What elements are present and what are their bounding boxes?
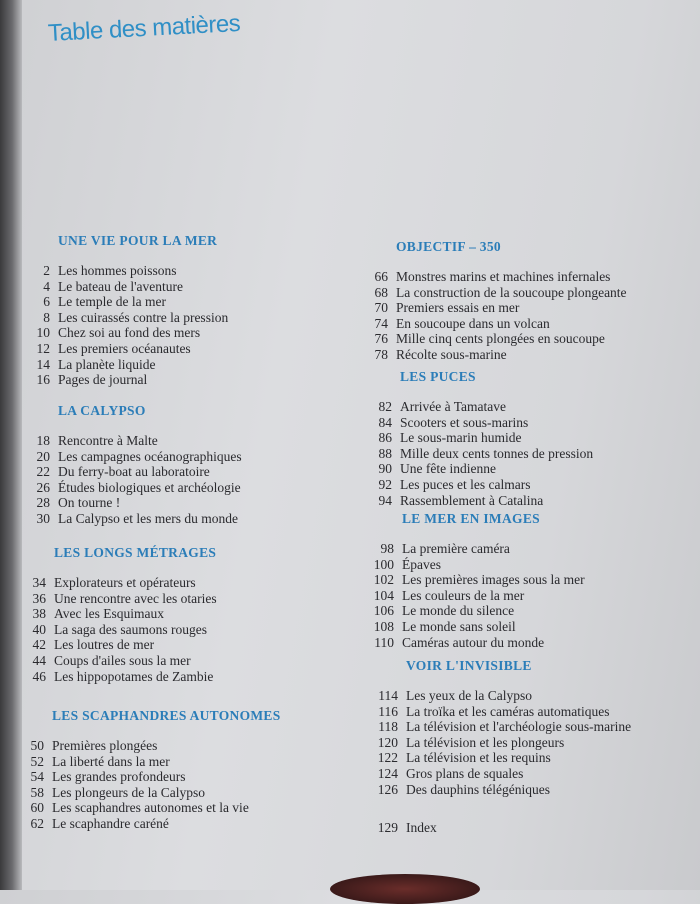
page-number: 124 bbox=[377, 765, 398, 781]
page-number: 126 bbox=[377, 781, 398, 797]
entry-title: Gros plans de squales bbox=[406, 765, 524, 781]
toc-entry bbox=[354, 477, 593, 493]
toc-entry bbox=[360, 688, 631, 704]
section-heading: LES LONGS MÉTRAGES bbox=[54, 545, 217, 560]
entry-title: Les grandes profondeurs bbox=[52, 769, 186, 785]
page-number: 4 bbox=[43, 278, 50, 294]
entry-title: Les campagnes océanographiques bbox=[58, 448, 242, 464]
page-number: 122 bbox=[377, 750, 398, 766]
entry-title: Index bbox=[406, 820, 437, 835]
page-number: 8 bbox=[43, 309, 50, 325]
page-number: 110 bbox=[374, 634, 394, 650]
entry-title: Coups d'ailes sous la mer bbox=[54, 652, 191, 668]
page-number: 46 bbox=[32, 668, 46, 684]
section-index bbox=[360, 820, 437, 836]
page-number: 38 bbox=[32, 606, 46, 622]
entry-title: En soucoupe dans un volcan bbox=[396, 315, 550, 331]
entry-title: Épaves bbox=[402, 556, 441, 572]
section-heading: LE MER EN IMAGES bbox=[402, 511, 540, 526]
entry-title: Mille deux cents tonnes de pression bbox=[400, 445, 594, 461]
toc-entry bbox=[20, 279, 228, 295]
toc-entry bbox=[356, 635, 585, 651]
toc-entry bbox=[350, 316, 627, 332]
entry-title: Le sous-marin humide bbox=[400, 430, 522, 446]
section-les-longs-metrages bbox=[16, 545, 217, 684]
entry-title: La planète liquide bbox=[58, 356, 156, 372]
entry-title: Les puces et les calmars bbox=[400, 476, 531, 492]
page-number: 84 bbox=[378, 414, 392, 430]
toc-entry bbox=[20, 341, 228, 357]
page-number: 20 bbox=[36, 448, 50, 464]
entry-title: La troïka et les caméras automatiques bbox=[406, 703, 610, 719]
entry-title: Les cuirassés contre la pression bbox=[58, 309, 229, 325]
page-number: 54 bbox=[30, 769, 44, 785]
toc-entry bbox=[20, 449, 242, 465]
entry-title: Les premiers océanautes bbox=[58, 340, 191, 356]
entry-title: Scooters et sous-marins bbox=[400, 414, 529, 430]
page-number: 90 bbox=[378, 461, 392, 477]
section-heading: LES SCAPHANDRES AUTONOMES bbox=[52, 708, 281, 723]
toc-entry bbox=[356, 572, 585, 588]
section-le-mer-en-images bbox=[356, 511, 585, 650]
section-heading: VOIR L'INVISIBLE bbox=[406, 658, 532, 673]
toc-entry bbox=[16, 575, 217, 591]
toc-entry bbox=[354, 399, 593, 415]
toc-entry bbox=[14, 800, 281, 816]
entry-title: Le monde sans soleil bbox=[402, 618, 516, 634]
page-title: Table des matières bbox=[47, 9, 241, 47]
entry-title: Pages de journal bbox=[58, 372, 148, 388]
page-number: 120 bbox=[377, 734, 398, 750]
entry-title: La première caméra bbox=[402, 541, 510, 556]
page-number: 98 bbox=[380, 541, 394, 556]
toc-entry bbox=[14, 738, 281, 754]
entry-title: Monstres marins et machines infernales bbox=[396, 269, 611, 284]
page-number: 118 bbox=[378, 719, 398, 735]
toc-entry bbox=[20, 464, 242, 480]
toc-entry bbox=[356, 603, 585, 619]
section-les-puces bbox=[354, 369, 593, 508]
page-number: 22 bbox=[36, 464, 50, 480]
entry-title: Arrivée à Tamatave bbox=[400, 399, 506, 414]
page-number: 50 bbox=[30, 738, 44, 753]
entry-title: La télévision et les requins bbox=[406, 750, 551, 766]
page-number: 12 bbox=[36, 340, 50, 356]
entry-title: La saga des saumons rouges bbox=[54, 621, 207, 637]
toc-entry bbox=[16, 637, 217, 653]
entry-title: Du ferry-boat au laboratoire bbox=[58, 464, 210, 480]
page-number: 74 bbox=[374, 315, 388, 331]
toc-entry bbox=[20, 357, 228, 373]
entry-title: Caméras autour du monde bbox=[402, 634, 545, 650]
toc-entry bbox=[360, 719, 631, 735]
toc-entry bbox=[356, 588, 585, 604]
entry-title: Explorateurs et opérateurs bbox=[54, 575, 196, 590]
page-number: 108 bbox=[373, 618, 394, 634]
entry-title: Des dauphins télégéniques bbox=[406, 781, 550, 797]
page-number: 52 bbox=[30, 753, 44, 769]
entry-title: La Calypso et les mers du monde bbox=[58, 510, 238, 526]
section-la-calypso bbox=[20, 403, 242, 527]
page-number: 58 bbox=[30, 784, 44, 800]
entry-title: Les premières images sous la mer bbox=[402, 572, 585, 588]
entry-title: On tourne ! bbox=[58, 495, 121, 511]
toc-entry bbox=[14, 816, 281, 832]
toc-entry bbox=[354, 446, 593, 462]
entry-title: Les hommes poissons bbox=[58, 263, 177, 278]
page-number: 40 bbox=[32, 621, 46, 637]
page-number: 92 bbox=[378, 476, 392, 492]
toc-entry bbox=[360, 704, 631, 720]
entry-title: Le bateau de l'aventure bbox=[58, 278, 183, 294]
toc-entry bbox=[20, 433, 242, 449]
page-number: 76 bbox=[374, 331, 388, 347]
toc-entry bbox=[16, 653, 217, 669]
entry-title: La télévision et l'archéologie sous-marine bbox=[406, 719, 632, 735]
toc-entry bbox=[16, 591, 217, 607]
toc-entry bbox=[20, 495, 242, 511]
entry-title: Premiers essais en mer bbox=[396, 300, 520, 316]
section-les-scaphandres-autonomes bbox=[14, 708, 281, 832]
entry-title: Le temple de la mer bbox=[58, 294, 166, 310]
entry-title: La télévision et les plongeurs bbox=[406, 734, 565, 750]
toc-entry bbox=[20, 511, 242, 527]
entry-title: Le scaphandre caréné bbox=[52, 815, 169, 831]
entry-title: Les hippopotames de Zambie bbox=[54, 668, 214, 684]
toc-entry bbox=[350, 269, 627, 285]
entry-title: Récolte sous-marine bbox=[396, 346, 507, 362]
entry-title: Rassemblement à Catalina bbox=[400, 492, 544, 508]
page-number: 10 bbox=[36, 325, 50, 341]
page-number: 16 bbox=[36, 372, 50, 388]
toc-entry bbox=[354, 493, 593, 509]
page-number: 82 bbox=[378, 399, 392, 414]
page-number: 129 bbox=[377, 820, 398, 835]
entry-title: Les couleurs de la mer bbox=[402, 587, 525, 603]
toc-entry bbox=[16, 669, 217, 685]
entry-title: Les plongeurs de la Calypso bbox=[52, 784, 205, 800]
page-number: 28 bbox=[36, 495, 50, 511]
toc-entry bbox=[354, 430, 593, 446]
toc-entry bbox=[14, 754, 281, 770]
page-number: 30 bbox=[36, 510, 50, 526]
page-number: 78 bbox=[374, 346, 388, 362]
entry-title: La liberté dans la mer bbox=[52, 753, 170, 769]
toc-entry bbox=[14, 769, 281, 785]
entry-title: Une fête indienne bbox=[400, 461, 496, 477]
entry-title: Avec les Esquimaux bbox=[54, 606, 164, 622]
entry-title: Mille cinq cents plongées en soucoupe bbox=[396, 331, 605, 347]
toc-entry bbox=[20, 372, 228, 388]
page-number: 14 bbox=[36, 356, 50, 372]
page-number: 42 bbox=[32, 637, 46, 653]
entry-title: Les scaphandres autonomes et la vie bbox=[52, 800, 249, 816]
toc-entry bbox=[16, 622, 217, 638]
toc-entry bbox=[360, 750, 631, 766]
toc-entry bbox=[20, 294, 228, 310]
entry-title: Premières plongées bbox=[52, 738, 158, 753]
toc-entry bbox=[360, 782, 631, 798]
page-number: 44 bbox=[32, 652, 46, 668]
page-number: 18 bbox=[36, 433, 50, 448]
entry-title: Rencontre à Malte bbox=[58, 433, 158, 448]
toc-entry bbox=[360, 735, 631, 751]
page-number: 86 bbox=[378, 430, 392, 446]
page-number: 116 bbox=[378, 703, 398, 719]
finger-shadow bbox=[330, 874, 480, 904]
section-une-vie-pour-la-mer bbox=[20, 233, 228, 388]
page-number: 36 bbox=[32, 590, 46, 606]
page-number: 106 bbox=[373, 603, 394, 619]
toc-entry bbox=[356, 619, 585, 635]
section-heading: UNE VIE POUR LA MER bbox=[58, 233, 218, 248]
toc-entry bbox=[20, 480, 242, 496]
toc-entry bbox=[20, 263, 228, 279]
page-number: 94 bbox=[378, 492, 392, 508]
toc-entry bbox=[360, 820, 437, 836]
section-heading: LES PUCES bbox=[400, 369, 476, 384]
entry-title: Les yeux de la Calypso bbox=[406, 688, 532, 703]
page-number: 62 bbox=[30, 815, 44, 831]
toc-entry bbox=[350, 300, 627, 316]
toc-entry bbox=[20, 310, 228, 326]
toc-entry bbox=[356, 541, 585, 557]
section-heading: LA CALYPSO bbox=[58, 403, 146, 418]
page-number: 2 bbox=[43, 263, 50, 278]
page-number: 104 bbox=[373, 587, 394, 603]
toc-entry bbox=[356, 557, 585, 573]
page-number: 60 bbox=[30, 800, 44, 816]
page-number: 114 bbox=[378, 688, 398, 703]
entry-title: Le monde du silence bbox=[402, 603, 515, 619]
entry-title: Chez soi au fond des mers bbox=[58, 325, 201, 341]
entry-title: Une rencontre avec les otaries bbox=[54, 590, 217, 606]
page-number: 70 bbox=[374, 300, 388, 316]
section-voir-l-invisible bbox=[360, 658, 631, 797]
page-number: 100 bbox=[373, 556, 394, 572]
page-number: 68 bbox=[374, 284, 388, 300]
toc-entry bbox=[354, 461, 593, 477]
section-heading: OBJECTIF – 350 bbox=[396, 239, 501, 254]
toc-entry bbox=[20, 325, 228, 341]
toc-entry bbox=[350, 285, 627, 301]
toc-entry bbox=[360, 766, 631, 782]
toc-entry bbox=[14, 785, 281, 801]
page-number: 88 bbox=[378, 445, 392, 461]
entry-title: Les loutres de mer bbox=[54, 637, 155, 653]
section-objectif-350 bbox=[350, 239, 627, 363]
entry-title: La construction de la soucoupe plongeante bbox=[396, 284, 627, 300]
toc-entry bbox=[16, 606, 217, 622]
toc-entry bbox=[350, 347, 627, 363]
page-number: 34 bbox=[32, 575, 46, 590]
page-number: 26 bbox=[36, 479, 50, 495]
toc-entry bbox=[354, 415, 593, 431]
page-number: 66 bbox=[374, 269, 388, 284]
page-number: 102 bbox=[373, 572, 394, 588]
toc-entry bbox=[350, 331, 627, 347]
page-number: 6 bbox=[43, 294, 50, 310]
entry-title: Études biologiques et archéologie bbox=[58, 479, 241, 495]
